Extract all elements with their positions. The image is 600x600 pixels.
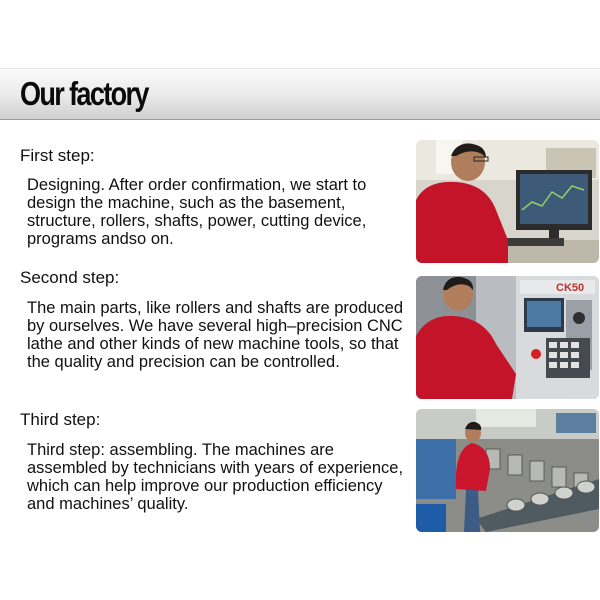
cnc-machine-label: CK50: [556, 282, 585, 294]
step-3-text: Third step: assembling. The machines are assembled by technicians with years of experience, which can help improve our production efficiency and machines’ quality.: [27, 441, 404, 513]
title-banner: [0, 68, 600, 120]
designing-photo: [416, 140, 599, 263]
step-2-text: The main parts, like rollers and shafts are produced by ourselves. We have several high–precision CNC lathe and other kinds of new machine tools, so that the quality and precision can be controlled.: [27, 299, 404, 371]
step-3-heading: Third step:: [20, 410, 101, 429]
assembly-workshop-photo: [416, 409, 599, 532]
step-1-text: Designing. After order confirmation, we start to design the machine, such as the basement, structure, rollers, shafts, power, cutting device, programs andso on.: [27, 176, 367, 248]
step-1-heading: First step:: [20, 146, 95, 165]
step-2-heading: Second step:: [20, 268, 120, 287]
cnc-machining-photo: [416, 276, 599, 399]
page-title: Our factory: [20, 75, 148, 112]
